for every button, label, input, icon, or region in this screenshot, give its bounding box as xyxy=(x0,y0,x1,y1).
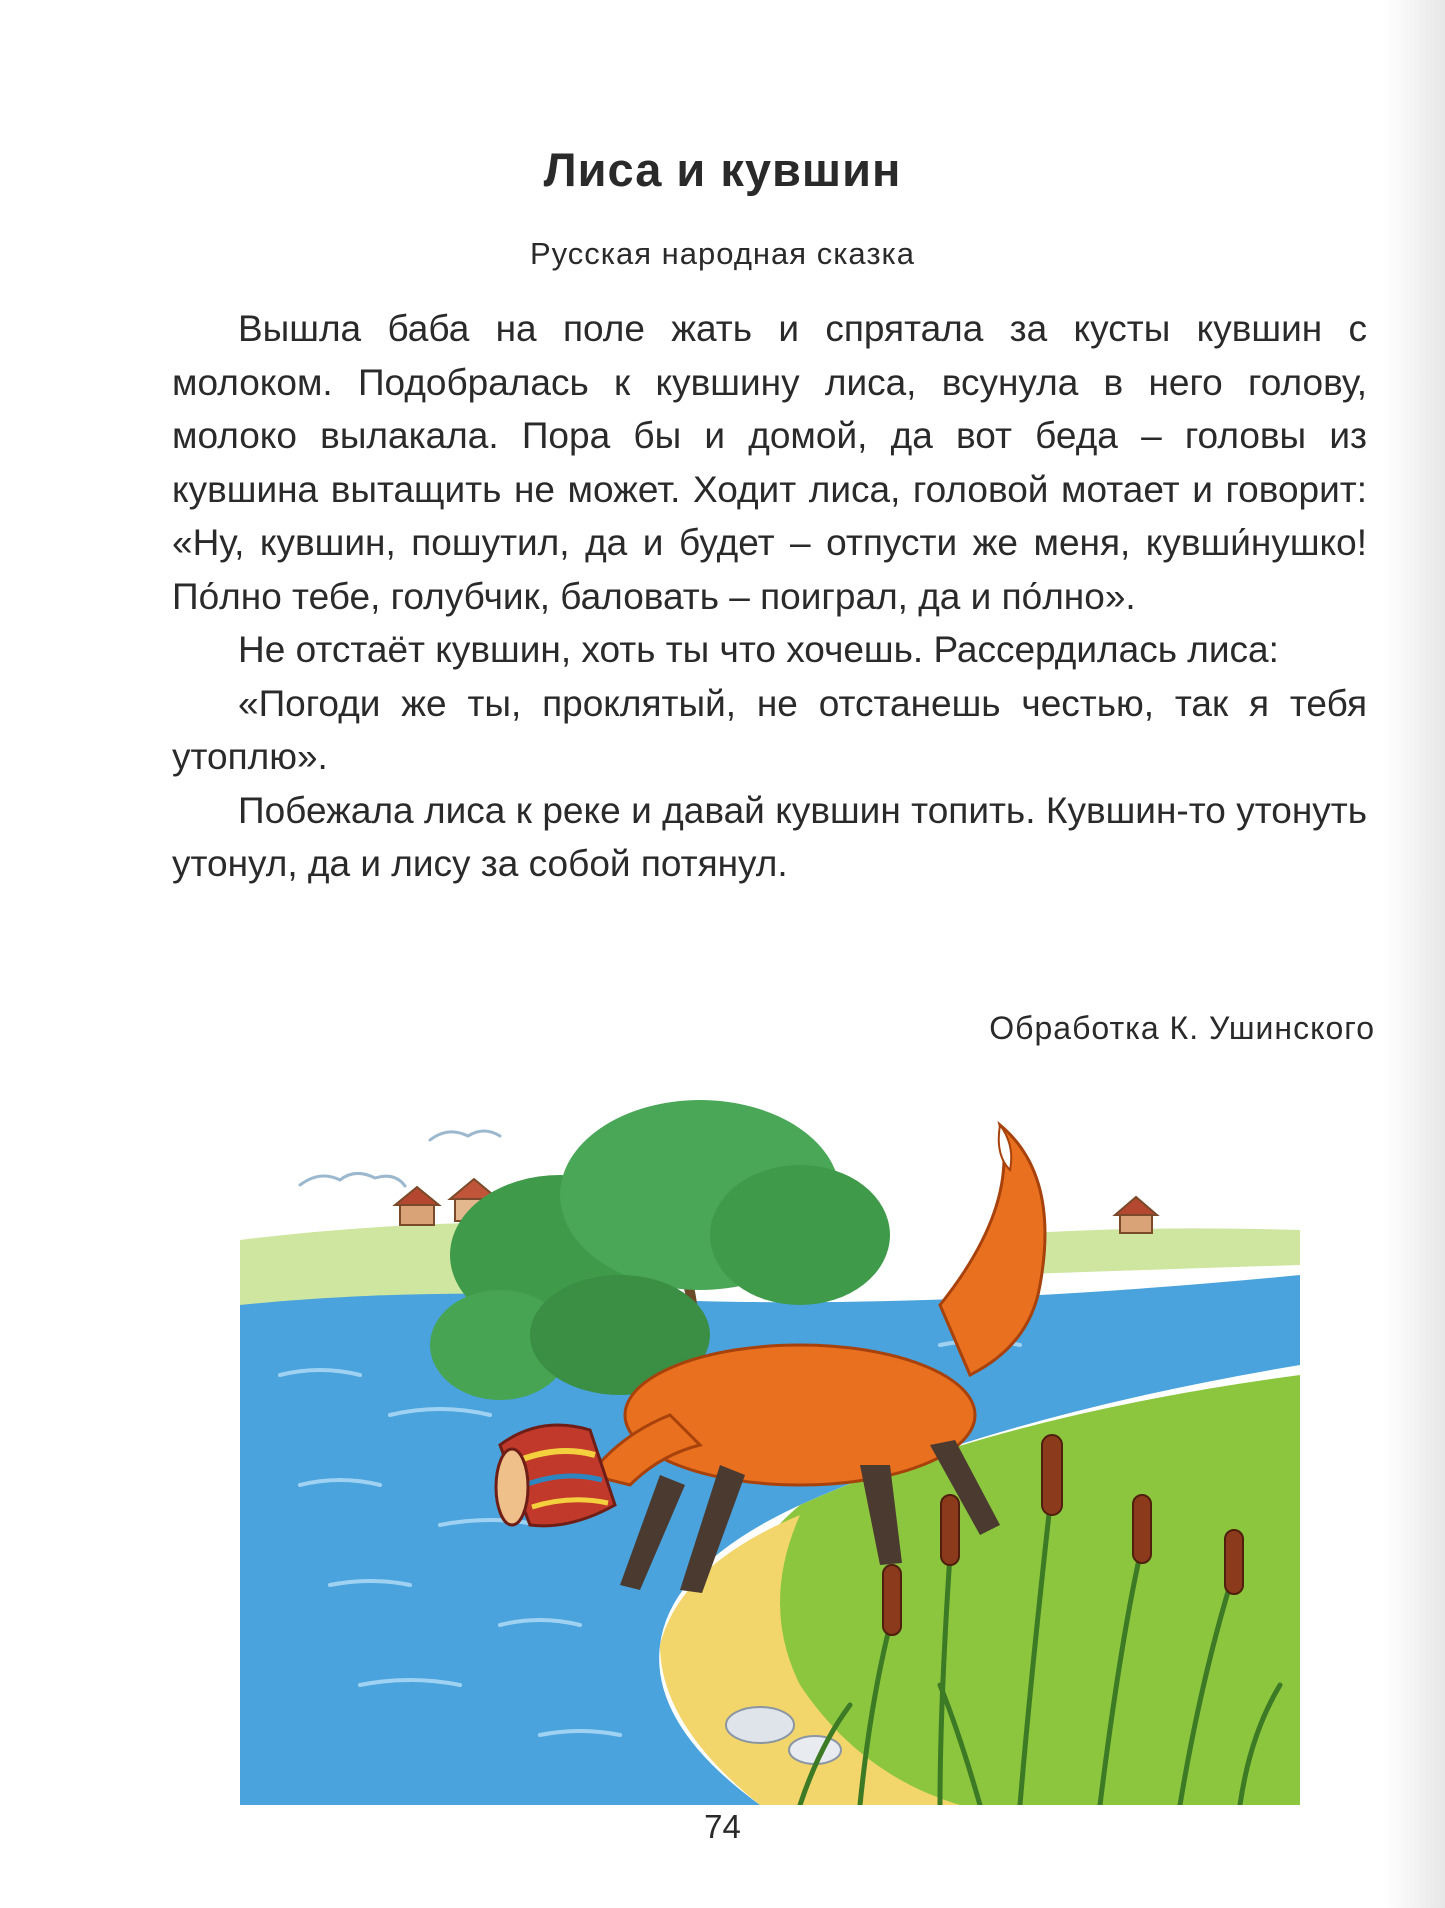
story-paragraph: «Погоди же ты, проклятый, не отстанешь честью, так я тебя утоплю». xyxy=(172,682,1367,777)
story-text xyxy=(172,302,1367,891)
story-paragraph: Вышла баба на поле жать и спрятала за кусты кувшин с молоком. Подобралась к кувшину лиса, всунула в него голову, молоко вылакала. Пора бы и домой, да вот беда – головы из кувшина вытащить не может. Ходит лиса, головой мотает и говорит: «Ну, кувшин, пошутил, да и будет – отпусти же меня, кувши́нушко! По́лно тебе, голубчик, баловать – поиграл, да и по́лно». xyxy=(172,308,1367,617)
page-edge-shadow xyxy=(1385,0,1445,1908)
story-paragraph: Побежала лиса к реке и давай кувшин топить. Кувшин-то утонуть утонул, да и лису за собой потянул. xyxy=(172,789,1367,884)
story-paragraph: Не отстаёт кувшин, хоть ты что хочешь. Рассердилась лиса: xyxy=(238,629,1279,670)
page-number: 74 xyxy=(704,1808,741,1845)
story-attribution: Обработка К. Ушинского xyxy=(989,1010,1375,1046)
fox-and-jug-illustration xyxy=(240,1085,1300,1805)
story-subtitle: Русская народная сказка xyxy=(529,236,916,271)
story-title: Лиса и кувшин xyxy=(543,143,902,196)
